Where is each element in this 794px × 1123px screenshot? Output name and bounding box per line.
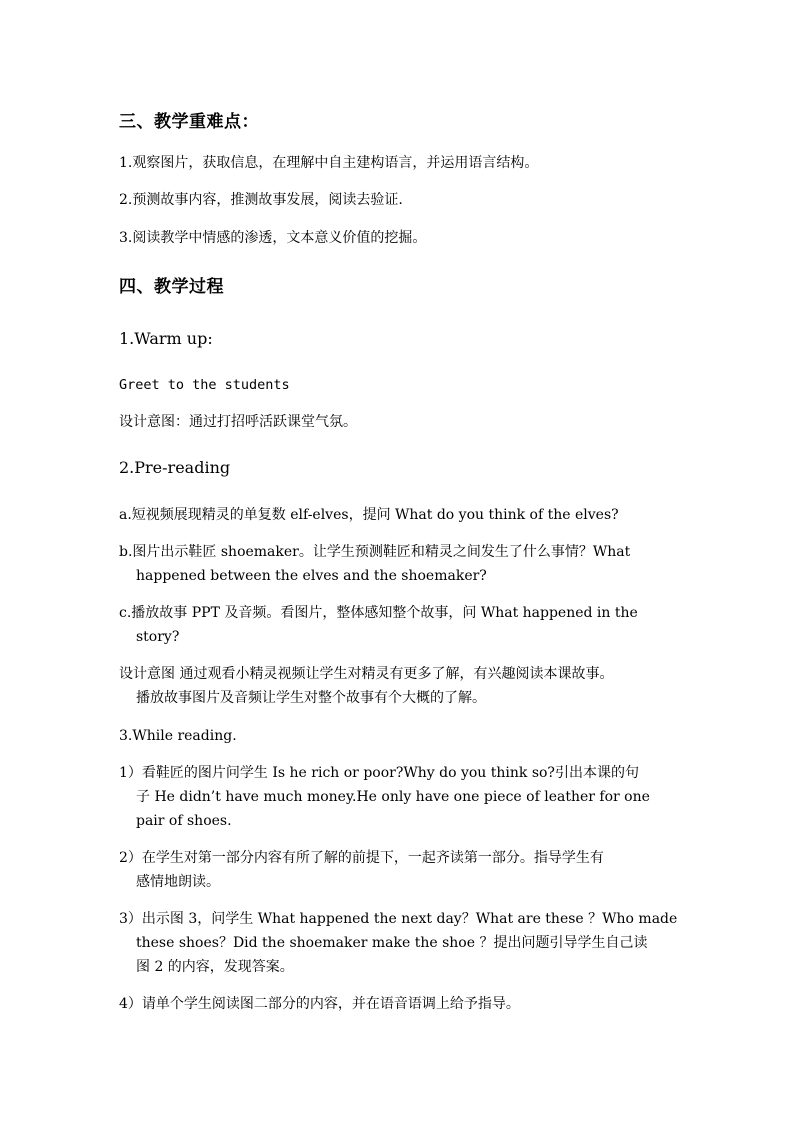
whilereading-item-1-line2: 子 He didn’t have much money.He only have one piece of leather for one — [136, 789, 650, 805]
warmup-intent: 设计意图：通过打招呼活跃课堂气氛。 — [119, 414, 357, 430]
key-point-1: 1.观察图片，获取信息，在理解中自主建构语言，并运用语言结构。 — [119, 155, 539, 171]
prereading-title: 2.Pre-reading — [119, 458, 231, 477]
section-heading-process: 四、教学过程 — [119, 277, 224, 297]
prereading-item-b-line2: happened between the elves and the shoemaker? — [136, 568, 487, 584]
whilereading-item-2-line1: 2）在学生对第一部分内容有所了解的前提下，一起齐读第一部分。指导学生有 — [119, 850, 604, 866]
whilereading-item-3-line2: these shoes？Did the shoemaker make the shoe ？提出问题引导学生自己读 — [136, 935, 648, 951]
prereading-item-a: a.短视频展现精灵的单复数 elf-elves，提问 What do you think of the elves? — [119, 507, 619, 523]
whilereading-item-1-line1: 1）看鞋匠的图片问学生 Is he rich or poor?Why do you think so?引出本课的句 — [119, 765, 639, 781]
whilereading-item-1 — [119, 761, 679, 833]
prereading-intent-line1: 设计意图 通过观看小精灵视频让学生对精灵有更多了解，有兴趣阅读本课故事。 — [119, 666, 614, 682]
whilereading-item-3-line3: 图 2 的内容，发现答案。 — [136, 959, 294, 975]
key-point-3: 3.阅读教学中情感的渗透，文本意义价值的挖掘。 — [119, 230, 427, 246]
prereading-item-c — [119, 601, 679, 649]
whilereading-title: 3.While reading. — [119, 728, 237, 744]
whilereading-item-3-line1: 3）出示图 3，问学生 What happened the next day？What are these ？Who made — [119, 911, 678, 927]
whilereading-item-4: 4）请单个学生阅读图二部分的内容，并在语音语调上给予指导。 — [119, 996, 520, 1012]
warmup-title: 1.Warm up: — [119, 329, 213, 348]
whilereading-item-2-line2: 感情地朗读。 — [136, 874, 220, 890]
prereading-item-b — [119, 540, 679, 588]
prereading-intent — [119, 662, 679, 710]
key-point-2: 2.预测故事内容，推测故事发展，阅读去验证. — [119, 192, 403, 208]
whilereading-item-3 — [119, 907, 679, 979]
prereading-item-c-line2: story? — [136, 629, 180, 645]
whilereading-item-2 — [119, 846, 679, 894]
warmup-text: Greet to the students — [119, 377, 290, 393]
section-heading-key-points: 三、教学重难点： — [119, 112, 259, 132]
prereading-item-c-line1: c.播放故事 PPT 及音频。看图片，整体感知整个故事，问 What happened in the — [119, 605, 638, 621]
prereading-item-b-line1: b.图片出示鞋匠 shoemaker。让学生预测鞋匠和精灵之间发生了什么事情？What — [119, 544, 631, 560]
prereading-intent-line2: 播放故事图片及音频让学生对整个故事有个大概的了解。 — [136, 690, 486, 706]
whilereading-item-1-line3: pair of shoes. — [136, 813, 232, 829]
